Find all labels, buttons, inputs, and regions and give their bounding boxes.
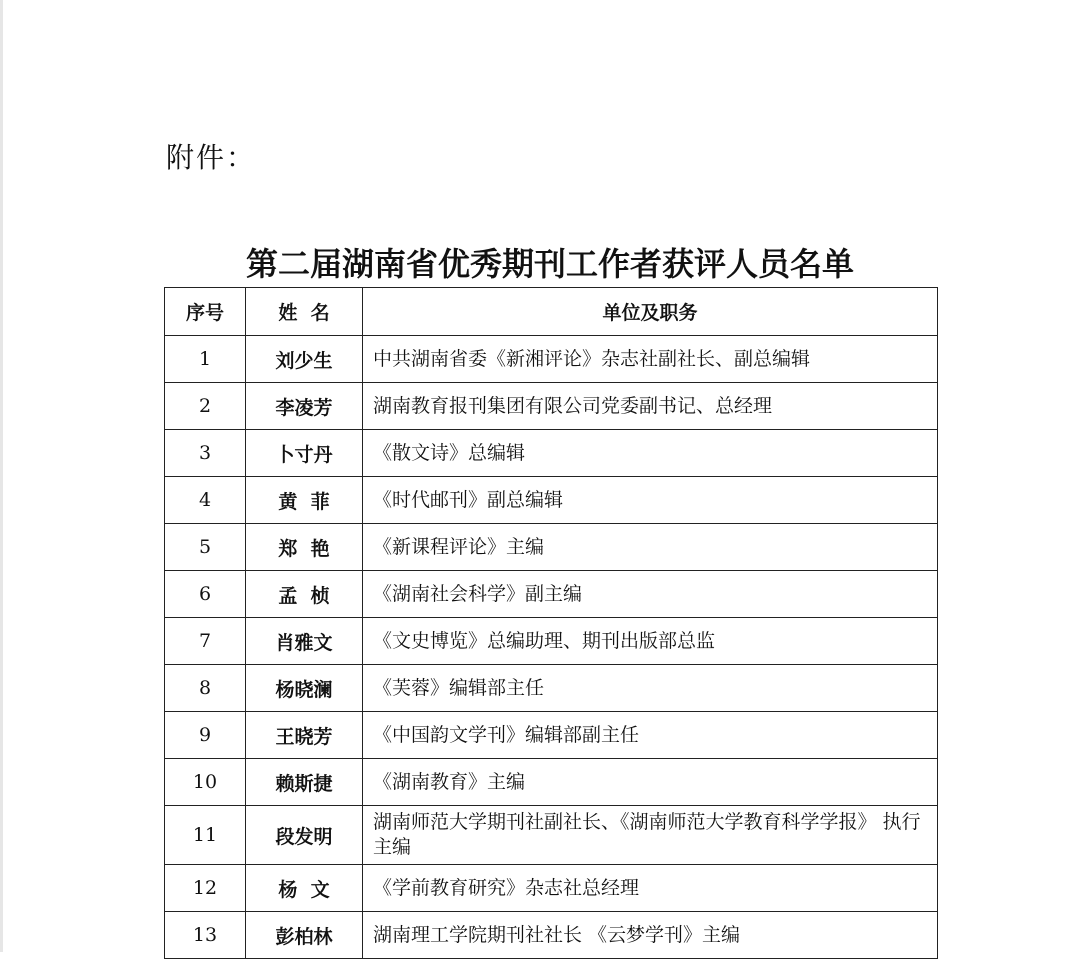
table-row xyxy=(165,383,938,430)
row-unit: 《芙蓉》编辑部主任 xyxy=(363,665,938,712)
row-unit: 中共湖南省委《新湘评论》杂志社副社长、副总编辑 xyxy=(363,336,938,383)
row-name: 彭柏林 xyxy=(246,912,363,959)
row-unit: 《学前教育研究》杂志社总经理 xyxy=(363,865,938,912)
row-unit: 湖南理工学院期刊社社长 《云梦学刊》主编 xyxy=(363,912,938,959)
row-index: 9 xyxy=(165,712,246,759)
table-row xyxy=(165,806,938,865)
header-name: 姓 名 xyxy=(246,288,363,336)
row-index: 7 xyxy=(165,618,246,665)
row-name: 刘少生 xyxy=(246,336,363,383)
row-unit: 湖南教育报刊集团有限公司党委副书记、总经理 xyxy=(363,383,938,430)
table-row xyxy=(165,571,938,618)
row-unit: 湖南师范大学期刊社副社长、《湖南师范大学教育科学学报》 执行主编 xyxy=(363,806,938,865)
table-row xyxy=(165,618,938,665)
table-row xyxy=(165,524,938,571)
row-index: 10 xyxy=(165,759,246,806)
row-unit: 《散文诗》总编辑 xyxy=(363,430,938,477)
row-name: 段发明 xyxy=(246,806,363,865)
row-name: 杨 文 xyxy=(246,865,363,912)
header-unit: 单位及职务 xyxy=(363,288,938,336)
row-name: 杨晓澜 xyxy=(246,665,363,712)
row-name: 赖斯捷 xyxy=(246,759,363,806)
table-row xyxy=(165,665,938,712)
row-name: 王晓芳 xyxy=(246,712,363,759)
row-index: 1 xyxy=(165,336,246,383)
row-name: 肖雅文 xyxy=(246,618,363,665)
row-index: 2 xyxy=(165,383,246,430)
row-name: 黄 菲 xyxy=(246,477,363,524)
awardees-table xyxy=(164,287,938,959)
row-unit: 《湖南教育》主编 xyxy=(363,759,938,806)
header-index: 序号 xyxy=(165,288,246,336)
row-name: 郑 艳 xyxy=(246,524,363,571)
row-name: 李凌芳 xyxy=(246,383,363,430)
table-row xyxy=(165,912,938,959)
row-unit: 《文史博览》总编助理、期刊出版部总监 xyxy=(363,618,938,665)
row-index: 8 xyxy=(165,665,246,712)
row-index: 3 xyxy=(165,430,246,477)
row-index: 13 xyxy=(165,912,246,959)
row-index: 6 xyxy=(165,571,246,618)
table-row xyxy=(165,336,938,383)
attachment-label: 附件： xyxy=(166,141,257,174)
row-unit: 《新课程评论》主编 xyxy=(363,524,938,571)
table-row xyxy=(165,712,938,759)
table-row xyxy=(165,759,938,806)
table-header-row xyxy=(165,288,938,336)
row-index: 4 xyxy=(165,477,246,524)
table-row xyxy=(165,865,938,912)
row-name: 卜寸丹 xyxy=(246,430,363,477)
row-unit: 《时代邮刊》副总编辑 xyxy=(363,477,938,524)
document-title: 第二届湖南省优秀期刊工作者获评人员名单 xyxy=(245,245,854,283)
row-index: 12 xyxy=(165,865,246,912)
page-left-edge xyxy=(0,0,3,952)
row-unit: 《湖南社会科学》副主编 xyxy=(363,571,938,618)
row-index: 11 xyxy=(165,806,246,865)
row-index: 5 xyxy=(165,524,246,571)
row-unit: 《中国韵文学刊》编辑部副主任 xyxy=(363,712,938,759)
table-row xyxy=(165,430,938,477)
table-row xyxy=(165,477,938,524)
row-name: 孟 桢 xyxy=(246,571,363,618)
